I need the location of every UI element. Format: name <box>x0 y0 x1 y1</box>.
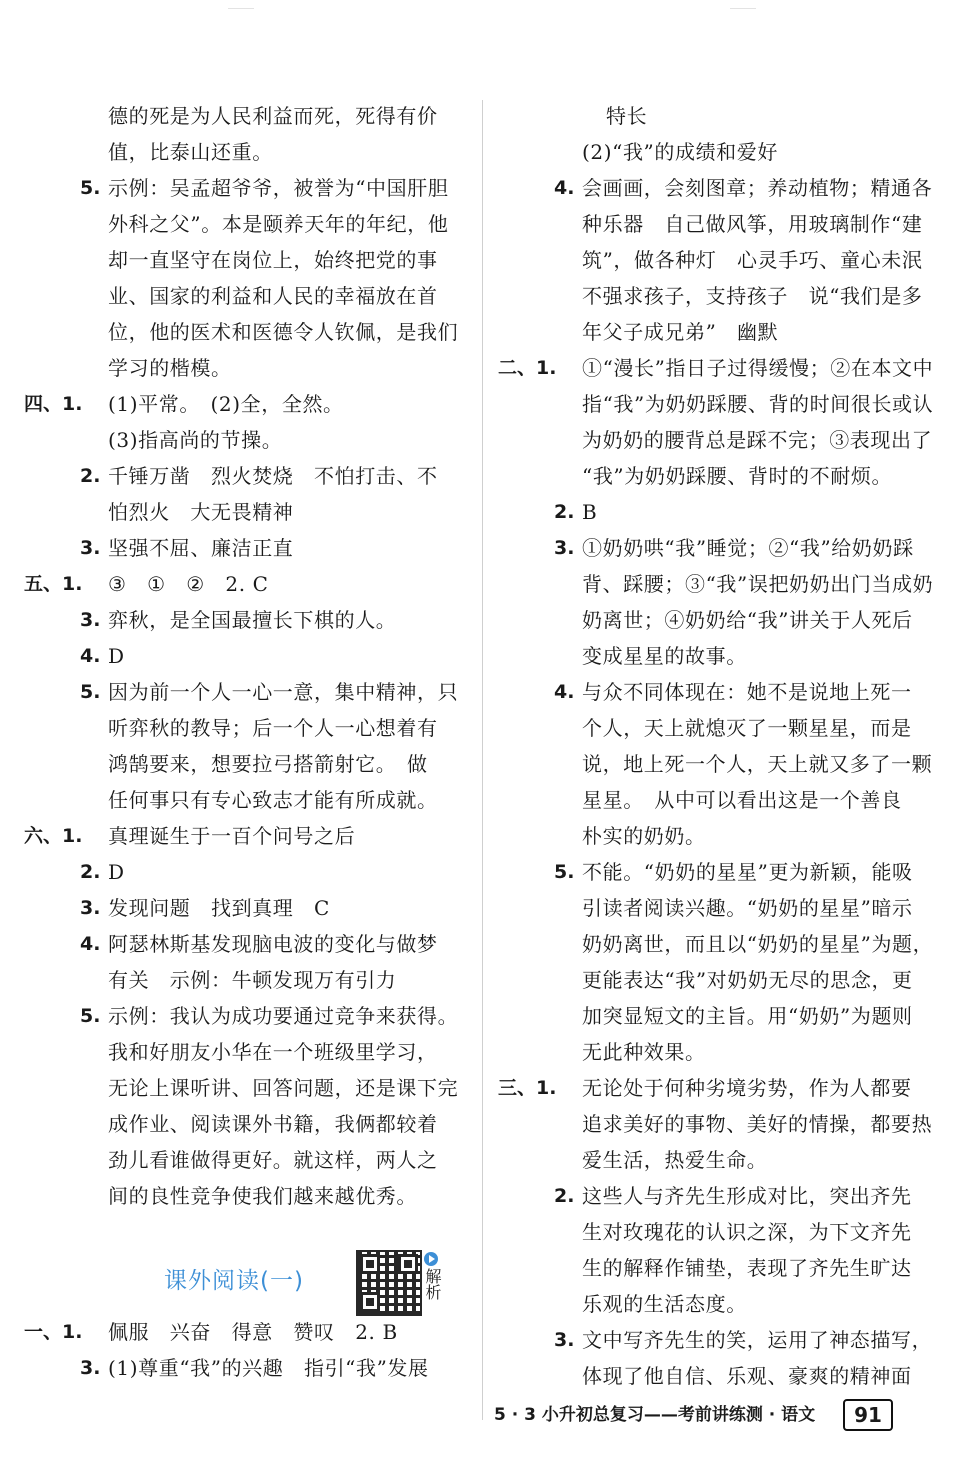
answer-text: ①奶奶哄“我”睡觉；②“我”给奶奶踩 <box>582 536 914 560</box>
answer-text: 奶奶离世，而且以“奶奶的星星”为题， <box>582 932 934 956</box>
answer-line <box>24 818 464 854</box>
question-number: 2. <box>554 501 575 523</box>
answer-line <box>498 998 938 1034</box>
answer-line <box>498 1142 938 1178</box>
answer-line <box>498 962 938 998</box>
column-divider <box>482 100 483 1420</box>
question-number: 2. <box>80 861 101 883</box>
right-column <box>498 98 938 1394</box>
question-number: 5. <box>554 861 575 883</box>
answer-line <box>24 1106 464 1142</box>
answer-line <box>24 134 464 170</box>
answer-text: 劲儿看谁做得更好。就这样，两人之 <box>108 1148 438 1172</box>
answer-line <box>24 674 464 710</box>
answer-text: 鸿鹄要来，想要拉弓搭箭射它。 做 <box>108 752 428 776</box>
answer-text: 背、踩腰；③“我”误把奶奶出门当成奶 <box>582 572 934 596</box>
answer-text: 值，比泰山还重。 <box>108 140 273 164</box>
answer-line <box>498 890 938 926</box>
answer-line <box>24 1070 464 1106</box>
answer-text: 文中写齐先生的笑，运用了神态描写， <box>582 1328 933 1352</box>
answer-line <box>498 566 938 602</box>
left-section-answer-lines <box>24 1314 464 1386</box>
question-number: 4. <box>80 933 101 955</box>
answer-text: 听弈秋的教导；后一个人一心想着有 <box>108 716 438 740</box>
answer-line <box>498 926 938 962</box>
answer-line <box>24 1178 464 1214</box>
answer-line <box>498 638 938 674</box>
answer-text: “我”为奶奶踩腰、背时的不耐烦。 <box>582 464 893 488</box>
answer-line <box>24 638 464 674</box>
answer-line <box>24 1350 464 1386</box>
answer-text: 朴实的奶奶。 <box>582 824 706 848</box>
answer-line <box>24 926 464 962</box>
answer-line <box>24 890 464 926</box>
answer-text: 外科之父”。本是颐养天年的年纪，他 <box>108 212 449 236</box>
section-title: 课外阅读(一) <box>164 1268 304 1294</box>
left-column <box>24 98 464 1386</box>
answer-line <box>498 1250 938 1286</box>
answer-text: 成作业、阅读课外书籍，我俩都较着 <box>108 1112 438 1136</box>
answer-line <box>24 458 464 494</box>
question-number: 5. <box>80 681 101 703</box>
question-number: 3. <box>80 1357 101 1379</box>
answer-line <box>498 278 938 314</box>
answer-text: 说，地上死一个人，天上就又多了一颗 <box>582 752 933 776</box>
question-number: 5. <box>80 1005 101 1027</box>
answer-line <box>24 566 464 602</box>
answer-text: (2)“我”的成绩和爱好 <box>582 140 778 164</box>
answer-text: 坚强不屈、廉洁正直 <box>108 536 294 560</box>
answer-text: 加突显短文的主旨。用“奶奶”为题则 <box>582 1004 913 1028</box>
answer-line <box>498 674 938 710</box>
answer-text: 有关 示例：牛顿发现万有引力 <box>108 968 397 992</box>
question-number: 3. <box>554 1329 575 1351</box>
answer-text: 筑”，做各种灯 心灵手巧、童心未泯 <box>582 248 923 272</box>
question-number: 2. <box>554 1185 575 1207</box>
top-crop-mark-left <box>228 0 254 9</box>
answer-text: 爱生活，热爱生命。 <box>582 1148 768 1172</box>
answer-text: 引读者阅读兴趣。“奶奶的星星”暗示 <box>582 896 913 920</box>
answer-line <box>498 746 938 782</box>
answer-line <box>498 134 938 170</box>
question-number: 5. <box>80 177 101 199</box>
question-number: 2. <box>80 465 101 487</box>
answer-text: 这些人与齐先生形成对比，突出齐先 <box>582 1184 912 1208</box>
answer-text: 间的良性竞争使我们越来越优秀。 <box>108 1184 417 1208</box>
answer-text: 体现了他自信、乐观、豪爽的精神面 <box>582 1364 912 1388</box>
left-answer-lines <box>24 98 464 1214</box>
answer-line <box>24 854 464 890</box>
answer-text: 与众不同体现在：她不是说地上死一 <box>582 680 912 704</box>
question-number: 五、1. <box>24 573 83 595</box>
answer-text: 怕烈火 大无畏精神 <box>108 500 294 524</box>
answer-line <box>498 1322 938 1358</box>
answer-line <box>498 1106 938 1142</box>
answer-text: 无此种效果。 <box>582 1040 706 1064</box>
answer-line <box>24 170 464 206</box>
answer-line <box>498 1358 938 1394</box>
answer-text: 无论上课听讲、回答问题，还是课下完 <box>108 1076 459 1100</box>
answer-line <box>498 818 938 854</box>
answer-line <box>498 206 938 242</box>
answer-text: B <box>582 500 598 524</box>
answer-text: 真理诞生于一百个问号之后 <box>108 824 356 848</box>
answer-text: 种乐器 自己做风筝，用玻璃制作“建 <box>582 212 923 236</box>
answer-text: 任何事只有专心致志才能有所成就。 <box>108 788 438 812</box>
answer-text: 不能。“奶奶的星星”更为新颖，能吸 <box>582 860 913 884</box>
answer-text: 指“我”为奶奶踩腰、背的时间很长或认 <box>582 392 934 416</box>
top-crop-mark-right <box>730 0 756 9</box>
answer-text: 佩服 兴奋 得意 赞叹 2. B <box>108 1320 398 1344</box>
answer-line <box>498 782 938 818</box>
question-number: 3. <box>80 537 101 559</box>
answer-line <box>498 1286 938 1322</box>
answer-text: 生对玫瑰花的认识之深，为下文齐先 <box>582 1220 912 1244</box>
answer-text: 示例：我认为成功要通过竞争来获得。 <box>108 1004 459 1028</box>
question-number: 四、1. <box>24 393 83 415</box>
answer-text: 特长 <box>606 104 648 128</box>
answer-line <box>498 422 938 458</box>
answer-text: (1)平常。 (2)全，全然。 <box>108 392 344 416</box>
answer-line <box>24 782 464 818</box>
answer-line <box>498 350 938 386</box>
qr-code-icon[interactable] <box>356 1250 422 1316</box>
answer-line <box>24 206 464 242</box>
question-number: 4. <box>554 177 575 199</box>
answer-text: 个人，天上就熄灭了一颗星星，而是 <box>582 716 912 740</box>
answer-text: 我和好朋友小华在一个班级里学习， <box>108 1040 438 1064</box>
answer-text: 位，他的医术和医德令人钦佩，是我们 <box>108 320 459 344</box>
answer-line <box>24 1142 464 1178</box>
answer-line <box>24 494 464 530</box>
answer-text: 弈秋，是全国最擅长下棋的人。 <box>108 608 397 632</box>
section-header <box>24 1250 464 1314</box>
answer-text: D <box>108 644 125 668</box>
question-number: 一、1. <box>24 1321 83 1343</box>
answer-line <box>24 242 464 278</box>
answer-line <box>24 602 464 638</box>
answer-line <box>24 530 464 566</box>
answer-text: 无论处于何种劣境劣势，作为人都要 <box>582 1076 912 1100</box>
answer-line <box>24 422 464 458</box>
answer-line <box>498 530 938 566</box>
answer-line <box>498 602 938 638</box>
answer-text: ①“漫长”指日子过得缓慢；②在本文中 <box>582 356 934 380</box>
question-number: 二、1. <box>498 357 557 379</box>
question-number: 三、1. <box>498 1077 557 1099</box>
answer-text: 更能表达“我”对奶奶无尽的思念，更 <box>582 968 913 992</box>
answer-line <box>498 1034 938 1070</box>
play-icon[interactable] <box>424 1252 438 1266</box>
answer-text: (3)指高尚的节操。 <box>108 428 283 452</box>
answer-line <box>498 98 938 134</box>
answer-text: 追求美好的事物、美好的情操，都要热 <box>582 1112 933 1136</box>
answer-line <box>24 998 464 1034</box>
answer-line <box>498 1178 938 1214</box>
answer-text: 却一直坚守在岗位上，始终把党的事 <box>108 248 438 272</box>
answer-text: 不强求孩子，支持孩子 说“我们是多 <box>582 284 923 308</box>
answer-text: D <box>108 860 125 884</box>
answer-text: 示例：吴孟超爷爷，被誉为“中国肝胆 <box>108 176 449 200</box>
answer-text: 德的死是为人民利益而死，死得有价 <box>108 104 438 128</box>
question-number: 4. <box>554 681 575 703</box>
answer-text: ③ ① ② 2. C <box>108 572 269 596</box>
answer-line <box>498 1214 938 1250</box>
answer-text: 发现问题 找到真理 C <box>108 896 330 920</box>
answer-line <box>498 854 938 890</box>
answer-text: 业、国家的利益和人民的幸福放在首 <box>108 284 438 308</box>
question-number: 六、1. <box>24 825 83 847</box>
page-number: 91 <box>843 1399 893 1431</box>
answer-text: 学习的楷模。 <box>108 356 232 380</box>
answer-line <box>498 710 938 746</box>
question-number: 4. <box>80 645 101 667</box>
question-number: 3. <box>80 897 101 919</box>
answer-line <box>498 1070 938 1106</box>
answer-text: 星星。 从中可以看出这是一个善良 <box>582 788 902 812</box>
answer-line <box>498 494 938 530</box>
answer-line <box>24 314 464 350</box>
answer-text: 乐观的生活态度。 <box>582 1292 747 1316</box>
answer-text: 阿瑟林斯基发现脑电波的变化与做梦 <box>108 932 438 956</box>
answer-text: 生的解释作铺垫，表现了齐先生旷达 <box>582 1256 912 1280</box>
answer-line <box>24 1314 464 1350</box>
answer-text: 奶离世；④奶奶给“我”讲关于人死后 <box>582 608 913 632</box>
answer-line <box>24 98 464 134</box>
answer-line <box>24 350 464 386</box>
qr-label: 解析 <box>423 1268 442 1300</box>
answer-line <box>24 1034 464 1070</box>
answer-text: 为奶奶的腰背总是踩不完；③表现出了 <box>582 428 933 452</box>
answer-text: 千锤万凿 烈火焚烧 不怕打击、不 <box>108 464 438 488</box>
answer-text: (1)尊重“我”的兴趣 指引“我”发展 <box>108 1356 429 1380</box>
answer-text: 会画画，会刻图章；养动植物；精通各 <box>582 176 933 200</box>
answer-line <box>498 242 938 278</box>
answer-line <box>498 314 938 350</box>
answer-line <box>24 746 464 782</box>
question-number: 3. <box>554 537 575 559</box>
answer-line <box>24 278 464 314</box>
answer-text: 年父子成兄弟” 幽默 <box>582 320 779 344</box>
answer-line <box>498 170 938 206</box>
answer-line <box>24 386 464 422</box>
answer-line <box>24 710 464 746</box>
answer-line <box>498 386 938 422</box>
answer-line <box>498 458 938 494</box>
answer-text: 因为前一个人一心一意，集中精神，只 <box>108 680 459 704</box>
question-number: 3. <box>80 609 101 631</box>
answer-line <box>24 962 464 998</box>
answer-text: 变成星星的故事。 <box>582 644 747 668</box>
footer-book-title: 5 · 3 小升初总复习——考前讲练测 · 语文 <box>494 1405 816 1425</box>
